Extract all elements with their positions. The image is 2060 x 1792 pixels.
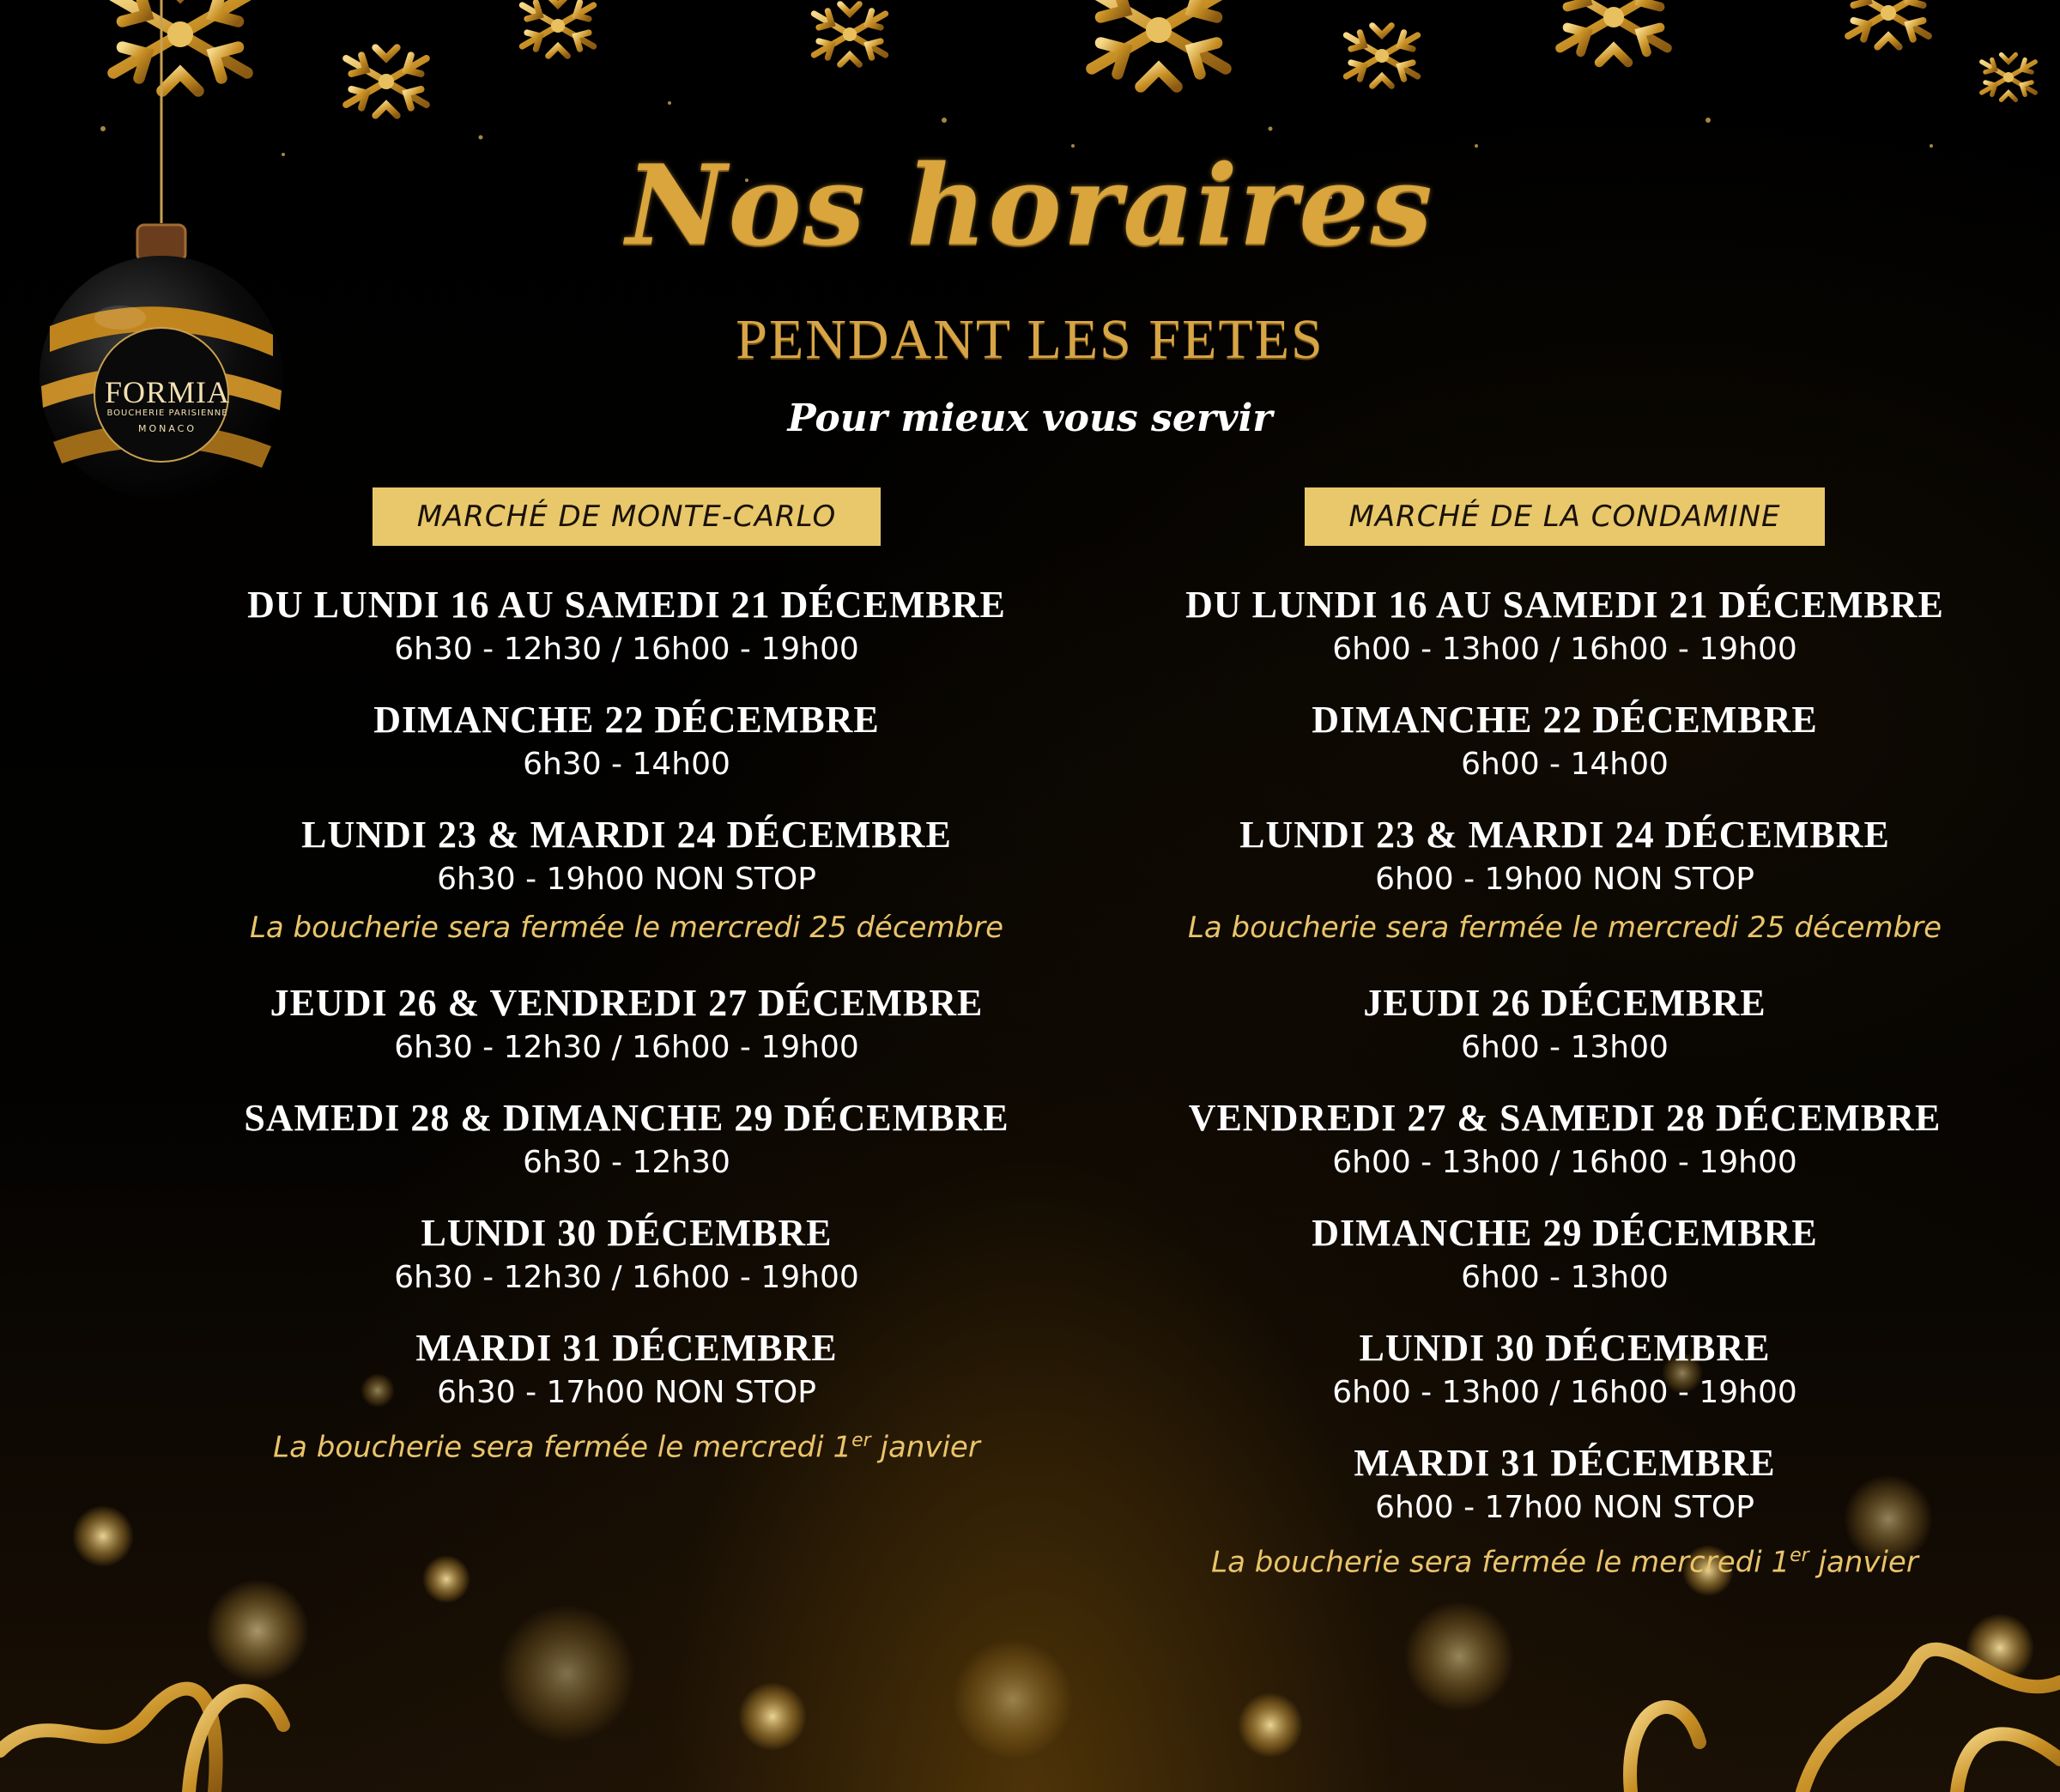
entry-hours: 6h30 - 12h30 / 16h00 - 19h00 — [394, 632, 859, 667]
schedule-entry — [154, 697, 1099, 786]
entry-day: DIMANCHE 29 DÉCEMBRE — [1312, 1212, 1818, 1254]
entry-day: DIMANCHE 22 DÉCEMBRE — [1312, 699, 1818, 741]
subtitle: Pour mieux vous servir — [787, 397, 1273, 440]
closure-note — [1093, 1529, 2037, 1589]
title-caps: PENDANT LES FETES — [736, 308, 1324, 371]
column-monte-carlo — [154, 487, 1099, 1499]
note-text-end: janvier — [1809, 1545, 1918, 1580]
entry-hours: 6h00 - 17h00 NON STOP — [1375, 1490, 1754, 1525]
entry-day: LUNDI 23 & MARDI 24 DÉCEMBRE — [1239, 814, 1890, 856]
schedule-entry — [154, 1095, 1099, 1184]
schedule-entry — [154, 582, 1099, 671]
entry-hours: 6h30 - 12h30 / 16h00 - 19h00 — [394, 1030, 859, 1065]
title-script: Nos horaires — [626, 142, 1434, 270]
market-badge: MARCHÉ DE LA CONDAMINE — [1305, 487, 1826, 546]
note-text-end: janvier — [870, 1430, 980, 1465]
entry-hours: 6h30 - 12h30 / 16h00 - 19h00 — [394, 1260, 859, 1295]
note-text: La boucherie sera fermée le mercredi 1 — [273, 1430, 852, 1465]
entry-day: JEUDI 26 & VENDREDI 27 DÉCEMBRE — [270, 982, 984, 1024]
closure-note: La boucherie sera fermée le mercredi 25 décembre — [249, 911, 1004, 945]
closure-note: La boucherie sera fermée le mercredi 25 décembre — [1187, 911, 1942, 945]
schedule-entry — [154, 1210, 1099, 1299]
entry-day: MARDI 31 DÉCEMBRE — [415, 1327, 838, 1369]
schedule-entry — [154, 812, 1099, 954]
note-sup: er — [851, 1430, 871, 1451]
entry-day: SAMEDI 28 & DIMANCHE 29 DÉCEMBRE — [244, 1097, 1009, 1139]
note-text: La boucherie sera fermée le mercredi 1 — [1211, 1545, 1790, 1580]
entry-day: LUNDI 30 DÉCEMBRE — [421, 1212, 833, 1254]
logo-tagline: BOUCHERIE PARISIENNE — [106, 409, 228, 418]
entry-hours: 6h00 - 14h00 — [1461, 747, 1669, 782]
logo-name: FORMIA — [104, 375, 231, 409]
schedule-entry — [1093, 980, 2037, 1069]
entry-day: DU LUNDI 16 AU SAMEDI 21 DÉCEMBRE — [247, 584, 1006, 626]
logo-city: MONACO — [137, 423, 197, 434]
entry-day: LUNDI 23 & MARDI 24 DÉCEMBRE — [301, 814, 952, 856]
schedule-entry — [1093, 582, 2037, 671]
column-condamine — [1093, 487, 2037, 1614]
entry-hours: 6h30 - 17h00 NON STOP — [437, 1375, 816, 1410]
schedule-entry — [1093, 1095, 2037, 1184]
schedule-entry — [1093, 812, 2037, 954]
entry-hours: 6h00 - 13h00 — [1461, 1030, 1669, 1065]
entry-hours: 6h00 - 13h00 / 16h00 - 19h00 — [1332, 632, 1797, 667]
schedule-entry — [154, 1325, 1099, 1474]
entry-hours: 6h00 - 19h00 NON STOP — [1375, 862, 1754, 897]
entry-day: VENDREDI 27 & SAMEDI 28 DÉCEMBRE — [1188, 1097, 1942, 1139]
entry-hours: 6h30 - 19h00 NON STOP — [437, 862, 816, 897]
entry-day: DU LUNDI 16 AU SAMEDI 21 DÉCEMBRE — [1185, 584, 1944, 626]
entry-hours: 6h00 - 13h00 / 16h00 - 19h00 — [1332, 1375, 1797, 1410]
note-sup: er — [1790, 1545, 1809, 1566]
schedule-entry — [1093, 697, 2037, 786]
entry-hours: 6h00 - 13h00 — [1461, 1260, 1669, 1295]
snowflake-icon — [113, 0, 2035, 128]
entry-day: LUNDI 30 DÉCEMBRE — [1359, 1327, 1771, 1369]
schedule-entry — [1093, 1440, 2037, 1589]
schedule-entry — [1093, 1325, 2037, 1414]
market-badge: MARCHÉ DE MONTE-CARLO — [373, 487, 882, 546]
entry-day: MARDI 31 DÉCEMBRE — [1354, 1442, 1776, 1484]
entry-day: DIMANCHE 22 DÉCEMBRE — [373, 699, 880, 741]
schedule-entry — [1093, 1210, 2037, 1299]
entry-hours: 6h30 - 14h00 — [523, 747, 730, 782]
schedule-entry — [154, 980, 1099, 1069]
entry-day: JEUDI 26 DÉCEMBRE — [1363, 982, 1766, 1024]
entry-hours: 6h00 - 13h00 / 16h00 - 19h00 — [1332, 1145, 1797, 1180]
closure-note — [154, 1414, 1099, 1474]
entry-hours: 6h30 - 12h30 — [523, 1145, 730, 1180]
